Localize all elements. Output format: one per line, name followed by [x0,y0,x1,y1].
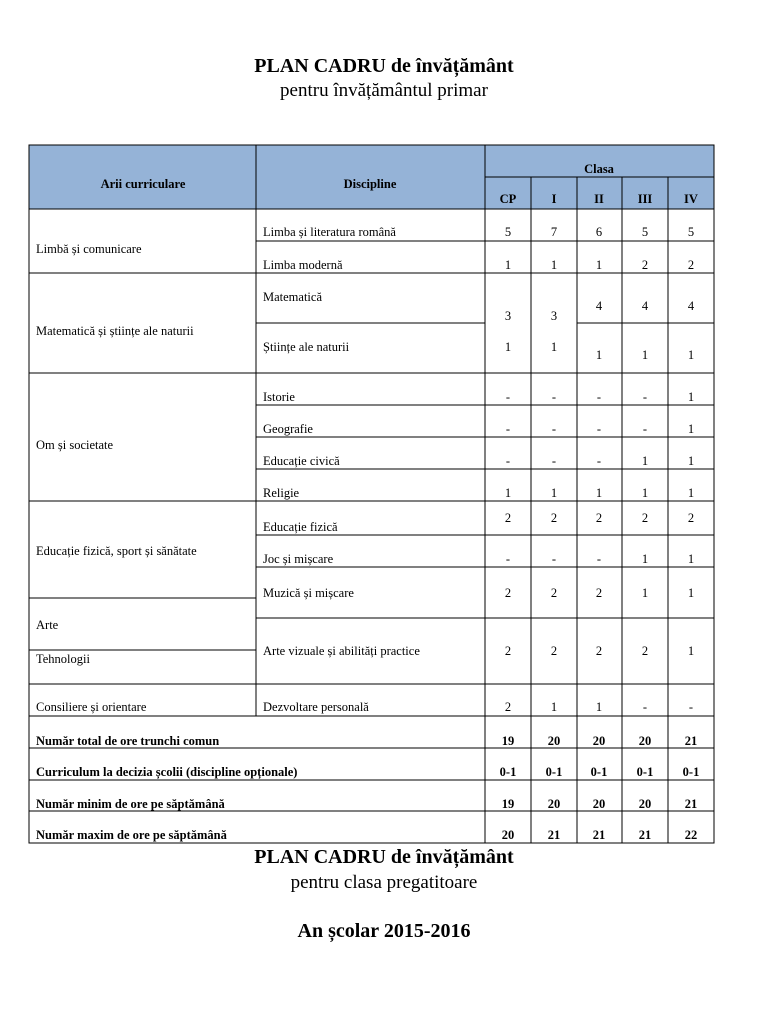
summary-cell: 20 [638,797,652,811]
summary-cell: 21 [638,828,652,842]
discipline-educatie-civica: Educație civică [263,454,340,468]
discipline-limba-moderna: Limba modernă [263,258,343,272]
area-matematica: Matematică și științe ale naturii [36,324,194,338]
value-cell: 1 [687,454,695,468]
summary-cell: 21 [592,828,606,842]
summary-cell: 0-1 [636,765,654,779]
summary-cell: 21 [684,797,698,811]
summary-cell: 19 [501,734,515,748]
header-discipline: Discipline [343,177,397,191]
value-cell: - [596,552,602,566]
value-cell: - [551,454,557,468]
value-cell: - [596,454,602,468]
header-arii: Arii curriculare [100,177,186,191]
value-cell: 1 [504,340,512,354]
footer-subtitle: pentru clasa pregatitoare [290,872,478,893]
header-grade-i: I [551,192,557,206]
summary-maximum-label: Număr maxim de ore pe săptămână [36,828,227,842]
value-cell: 2 [504,586,512,600]
summary-cell: 20 [547,797,561,811]
value-cell: 1 [641,454,649,468]
value-cell: 1 [550,258,558,272]
value-cell: 2 [504,511,512,525]
area-om-societate: Om și societate [36,438,114,452]
value-cell: 7 [550,225,558,239]
value-cell: - [642,390,648,404]
discipline-romana: Limba și literatura română [263,225,396,239]
value-cell: - [505,552,511,566]
value-cell: 3 [550,309,558,323]
discipline-stiinte: Științe ale naturii [263,340,350,354]
header-grade-cp: CP [499,192,517,206]
footer-title: PLAN CADRU de învățământ [254,846,514,868]
value-cell: 2 [595,511,603,525]
area-limba: Limbă și comunicare [36,242,142,256]
page-subtitle: pentru învățământul primar [280,80,488,101]
value-cell: - [505,422,511,436]
header-clasa: Clasa [584,162,614,176]
value-cell: 1 [687,644,695,658]
value-cell: 2 [550,586,558,600]
value-cell: 1 [641,586,649,600]
discipline-geografie: Geografie [263,422,313,436]
value-cell: 5 [687,225,695,239]
value-cell: 1 [687,390,695,404]
discipline-muzica-miscare: Muzică și mișcare [263,586,354,600]
value-cell: 5 [641,225,649,239]
value-cell: 4 [641,299,649,313]
value-cell: 2 [550,644,558,658]
value-cell: 4 [687,299,695,313]
value-cell: - [688,700,694,714]
discipline-istorie: Istorie [263,390,295,404]
summary-cell: 0-1 [545,765,563,779]
value-cell: - [642,700,648,714]
value-cell: 1 [687,552,695,566]
value-cell: 1 [687,586,695,600]
value-cell: 1 [595,700,603,714]
value-cell: 1 [687,486,695,500]
header-grade-iii: III [637,192,653,206]
value-cell: 1 [550,340,558,354]
area-arte: Arte [36,618,59,632]
summary-cell: 22 [684,828,698,842]
area-tehnologii: Tehnologii [36,652,90,666]
value-cell: 6 [595,225,603,239]
value-cell: 1 [687,422,695,436]
value-cell: 3 [504,309,512,323]
discipline-arte-vizuale: Arte vizuale și abilități practice [263,644,420,658]
value-cell: 2 [641,511,649,525]
value-cell: 5 [504,225,512,239]
value-cell: 2 [595,644,603,658]
value-cell: 1 [595,258,603,272]
value-cell: - [551,422,557,436]
value-cell: 2 [550,511,558,525]
value-cell: 2 [504,644,512,658]
value-cell: - [596,390,602,404]
discipline-joc-miscare: Joc și mișcare [263,552,334,566]
value-cell: 2 [687,511,695,525]
area-consiliere: Consiliere și orientare [36,700,147,714]
summary-cell: 0-1 [499,765,517,779]
value-cell: 1 [550,700,558,714]
summary-optional-label: Curriculum la decizia școlii (discipline opționale) [36,765,298,779]
value-cell: 4 [595,299,603,313]
value-cell: 1 [504,258,512,272]
summary-cell: 20 [547,734,561,748]
value-cell: 1 [595,486,603,500]
value-cell: 1 [595,348,603,362]
value-cell: - [505,390,511,404]
summary-cell: 20 [501,828,515,842]
value-cell: 1 [641,486,649,500]
discipline-dezvoltare-personala: Dezvoltare personală [263,700,369,714]
value-cell: - [596,422,602,436]
value-cell: 1 [550,486,558,500]
header-grade-ii: II [594,192,604,206]
summary-cell: 21 [547,828,561,842]
value-cell: - [551,390,557,404]
area-educatie-fizica: Educație fizică, sport și sănătate [36,544,197,558]
value-cell: 1 [641,552,649,566]
value-cell: 2 [595,586,603,600]
summary-cell: 19 [501,797,515,811]
discipline-educatie-fizica: Educație fizică [263,520,338,534]
value-cell: 1 [504,486,512,500]
page-title: PLAN CADRU de învățământ [254,55,514,77]
header-grade-iv: IV [684,192,698,206]
value-cell: 1 [641,348,649,362]
value-cell: 2 [504,700,512,714]
discipline-religie: Religie [263,486,300,500]
school-year: An școlar 2015-2016 [297,920,471,942]
summary-total-label: Număr total de ore trunchi comun [36,734,220,748]
summary-cell: 20 [638,734,652,748]
summary-cell: 20 [592,734,606,748]
value-cell: 1 [687,348,695,362]
value-cell: 2 [641,644,649,658]
summary-cell: 21 [684,734,698,748]
discipline-matematica: Matematică [263,290,322,304]
value-cell: - [642,422,648,436]
summary-cell: 20 [592,797,606,811]
summary-cell: 0-1 [682,765,700,779]
value-cell: - [551,552,557,566]
summary-cell: 0-1 [590,765,608,779]
value-cell: 2 [687,258,695,272]
value-cell: - [505,454,511,468]
value-cell: 2 [641,258,649,272]
summary-minimum-label: Număr minim de ore pe săptămână [36,797,225,811]
